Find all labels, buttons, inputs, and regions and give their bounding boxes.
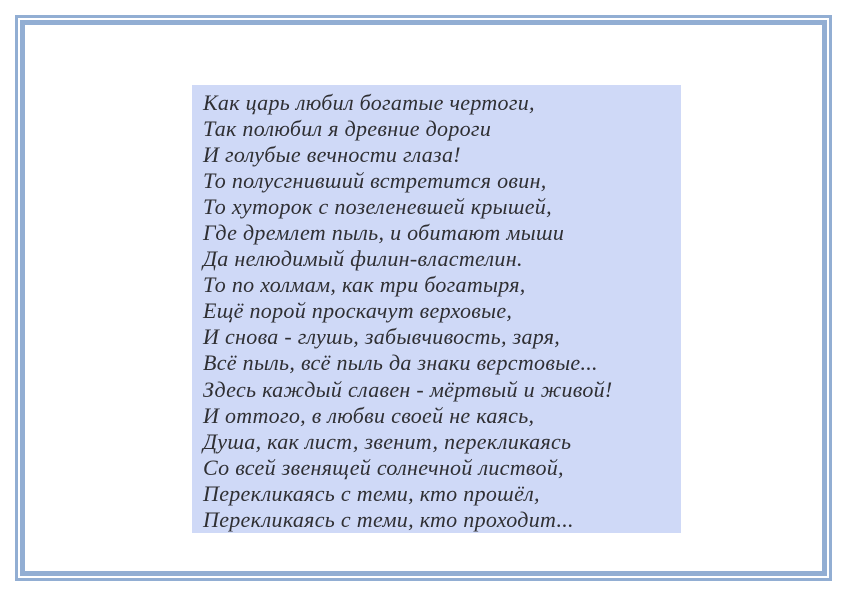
poem-line: Перекликаясь с теми, кто прошёл, — [203, 480, 540, 506]
poem-line: Душа, как лист, звенит, перекликаясь — [203, 428, 572, 454]
poem-line: То хуторок с позеленевшей крышей, — [203, 194, 552, 220]
poem-line: И оттого, в любви своей не каясь, — [203, 402, 535, 428]
poem-line: Так полюбил я древние дороги — [203, 116, 492, 142]
poem-line: Ещё порой проскачут верховые, — [203, 298, 513, 324]
poem-line: И снова - глушь, забывчивость, заря, — [203, 324, 561, 350]
poem-line: Да нелюдимый филин-властелин. — [203, 246, 523, 272]
poem-line: И голубые вечности глаза! — [203, 142, 461, 168]
poem-line: Перекликаясь с теми, кто проходит... — [203, 506, 574, 532]
poem-line: Где дремлет пыль, и обитают мыши — [203, 220, 565, 246]
poem-line: Всё пыль, всё пыль да знаки верстовые... — [203, 350, 598, 376]
poem-line: То по холмам, как три богатыря, — [203, 272, 526, 298]
poem-line: То полусгнивший встретится овин, — [203, 168, 547, 194]
poem-line: Со всей звенящей солнечной листвой, — [203, 454, 564, 480]
poem-text-box — [192, 85, 681, 533]
poem-line: Как царь любил богатые чертоги, — [203, 90, 535, 115]
poem-line: Здесь каждый славен - мёртвый и живой! — [203, 376, 613, 402]
